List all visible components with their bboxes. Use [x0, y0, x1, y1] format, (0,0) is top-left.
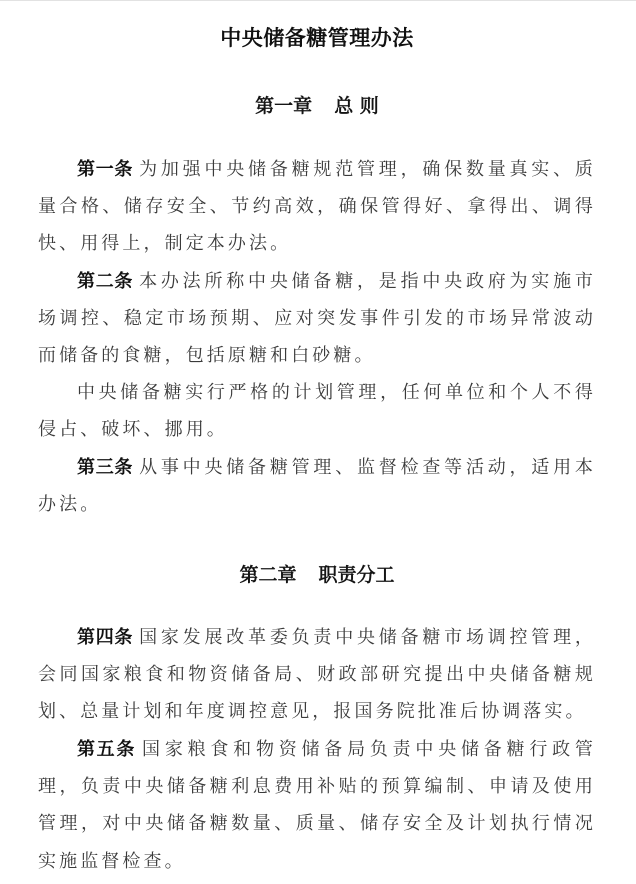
article-1: [38, 151, 596, 263]
document-title: 中央储备糖管理办法: [220, 26, 414, 50]
article-5: [38, 731, 596, 880]
article-2-number: 第二条: [77, 271, 134, 292]
article-1-number: 第一条: [77, 159, 134, 180]
chapter-2-heading: [38, 560, 596, 587]
article-2-paragraph-2-text: 中央储备糖实行严格的计划管理，任何单位和个人不得侵占、破坏、挪用。: [38, 382, 596, 441]
chapter-2-number: 第二章: [239, 564, 297, 586]
article-2-text: 本办法所称中央储备糖，是指中央政府为实施市场调控、稳定市场预期、应对突发事件引发的市场异常波动而储备的食糖，包括原糖和白砂糖。: [38, 271, 596, 367]
article-3-text: 从事中央储备糖管理、监督检查等活动，适用本办法。: [38, 457, 596, 516]
chapter-1-heading: [38, 91, 596, 118]
article-4-text: 国家发展改革委负责中央储备糖市场调控管理，会同国家粮食和物资储备局、财政部研究提出中央储备糖规划、总量计划和年度调控意见，报国务院批准后协调落实。: [38, 627, 596, 723]
top-border: [0, 0, 636, 1]
article-3: [38, 449, 596, 523]
article-1-text: 为加强中央储备糖规范管理，确保数量真实、质量合格、储存安全、节约高效，确保管得好、拿得出、调得快、用得上，制定本办法。: [38, 159, 596, 255]
article-2: [38, 263, 596, 375]
chapter-1-number: 第一章: [255, 95, 313, 117]
article-3-number: 第三条: [77, 457, 134, 478]
article-4: [38, 619, 596, 731]
article-5-text: 国家粮食和物资储备局负责中央储备糖行政管理，负责中央储备糖利息费用补贴的预算编制、申请及使用管理，对中央储备糖数量、质量、储存安全及计划执行情况实施监督检查。: [38, 739, 596, 872]
article-4-number: 第四条: [77, 627, 134, 648]
chapter-1-name: 总 则: [334, 95, 379, 117]
chapter-2-name: 职责分工: [318, 564, 395, 586]
article-2-paragraph-2: [38, 374, 596, 448]
article-5-number: 第五条: [77, 739, 137, 760]
